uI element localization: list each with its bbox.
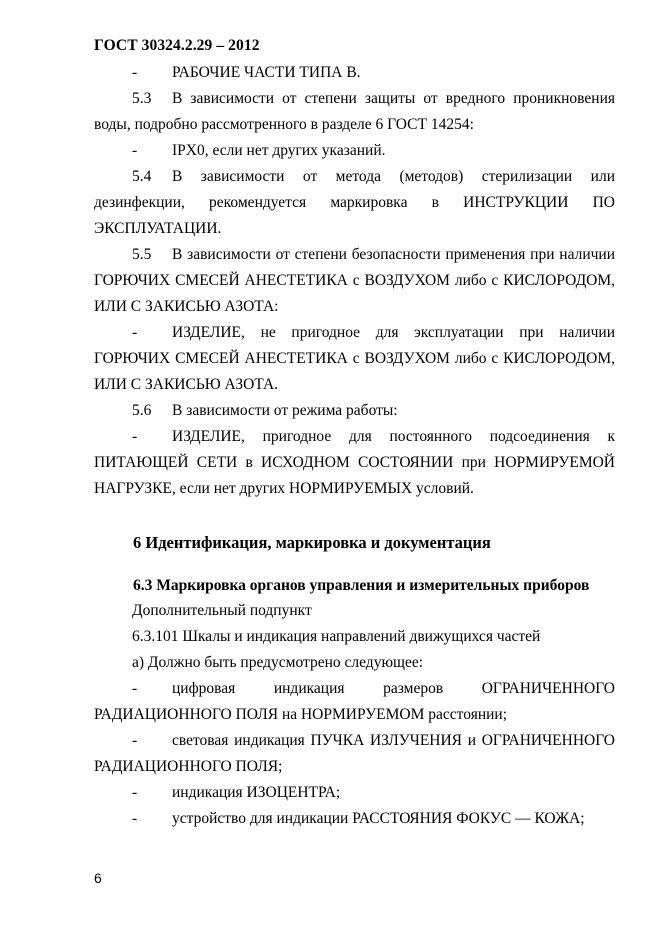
clause-number: 5.6 <box>132 402 152 419</box>
paragraph-line: а) Должно быть предусмотрено следующее: <box>132 654 424 671</box>
paragraph-line: ГОРЮЧИХ СМЕСЕЙ АНЕСТЕТИКА с ВОЗДУХОМ либо с КИСЛОРОДОМ, <box>94 272 615 289</box>
section-5-body <box>94 60 615 502</box>
clause-number: 5.4 <box>132 168 152 185</box>
paragraph-5-4: 5.4 В зависимости от метода (методов) стерилизации или <box>94 164 615 190</box>
paragraph-5-5: 5.5 В зависимости от степени безопасности применения при наличии <box>94 242 615 268</box>
subsection-6-3-body <box>94 598 615 832</box>
paragraph-line: дезинфекции, рекомендуется маркировка в ИНСТРУКЦИИ ПО <box>94 194 615 211</box>
paragraph-5-6: 5.6 В зависимости от режима работы: <box>94 398 615 424</box>
dash-marker: - <box>132 324 138 341</box>
paragraph-line: ИЛИ С ЗАКИСЬЮ АЗОТА. <box>94 376 279 393</box>
clause-6-3-101: 6.3.101 Шкалы и индикация направлений движущихся частей <box>132 628 541 645</box>
document-header: ГОСТ 30324.2.29 – 2012 <box>94 37 260 54</box>
list-item: - световая индикация ПУЧКА ИЗЛУЧЕНИЯ и ОГРАНИЧЕННОГО <box>94 728 615 754</box>
dash-marker: - <box>132 810 138 827</box>
clause-number: 5.3 <box>132 90 152 107</box>
paragraph-line: ПИТАЮЩЕЙ СЕТИ в ИСХОДНОМ СОСТОЯНИИ при НОРМИРУЕМОЙ <box>94 454 615 471</box>
paragraph-line: воды, подробно рассмотренного в разделе 6 ГОСТ 14254: <box>94 116 474 133</box>
paragraph-line: НАГРУЗКЕ, если нет других НОРМИРУЕМЫХ условий. <box>94 480 474 497</box>
paragraph-5-3: 5.3 В зависимости от степени защиты от вредного проникновения <box>94 86 615 112</box>
subsection-6-3-title: 6.3 Маркировка органов управления и измерительных приборов <box>133 577 590 594</box>
paragraph-line: ГОРЮЧИХ СМЕСЕЙ АНЕСТЕТИКА с ВОЗДУХОМ либо с КИСЛОРОДОМ, <box>94 350 615 367</box>
paragraph-line: ИЛИ С ЗАКИСЬЮ АЗОТА: <box>94 298 279 315</box>
list-item: - ИЗДЕЛИЕ, не пригодное для эксплуатации при наличии <box>94 320 615 346</box>
list-item: - индикация ИЗОЦЕНТРА; <box>94 780 615 806</box>
list-item: - ИЗДЕЛИЕ, пригодное для постоянного подсоединения к <box>94 424 615 450</box>
list-item: - РАБОЧИЕ ЧАСТИ ТИПА В. <box>94 60 615 86</box>
list-item: - IPX0, если нет других указаний. <box>94 138 615 164</box>
page-number: 6 <box>94 870 102 886</box>
section-6-title: 6 Идентификация, маркировка и документация <box>133 533 491 552</box>
paragraph-line: РАДИАЦИОННОГО ПОЛЯ на НОРМИРУЕМОМ расстоянии; <box>94 706 508 723</box>
paragraph-line: РАДИАЦИОННОГО ПОЛЯ; <box>94 758 283 775</box>
dash-marker: - <box>132 64 138 81</box>
clause-number: 5.5 <box>132 246 152 263</box>
paragraph-line: ЭКСПЛУАТАЦИИ. <box>94 220 222 237</box>
dash-marker: - <box>132 732 138 749</box>
dash-marker: - <box>132 142 138 159</box>
dash-marker: - <box>132 428 138 445</box>
dash-marker: - <box>132 784 138 801</box>
dash-marker: - <box>132 680 138 697</box>
list-item: - устройство для индикации РАССТОЯНИЯ ФОКУС — КОЖА; <box>94 806 615 832</box>
paragraph-line: Дополнительный подпункт <box>132 602 312 619</box>
list-item: - цифровая индикация размеров ОГРАНИЧЕННОГО <box>94 676 615 702</box>
